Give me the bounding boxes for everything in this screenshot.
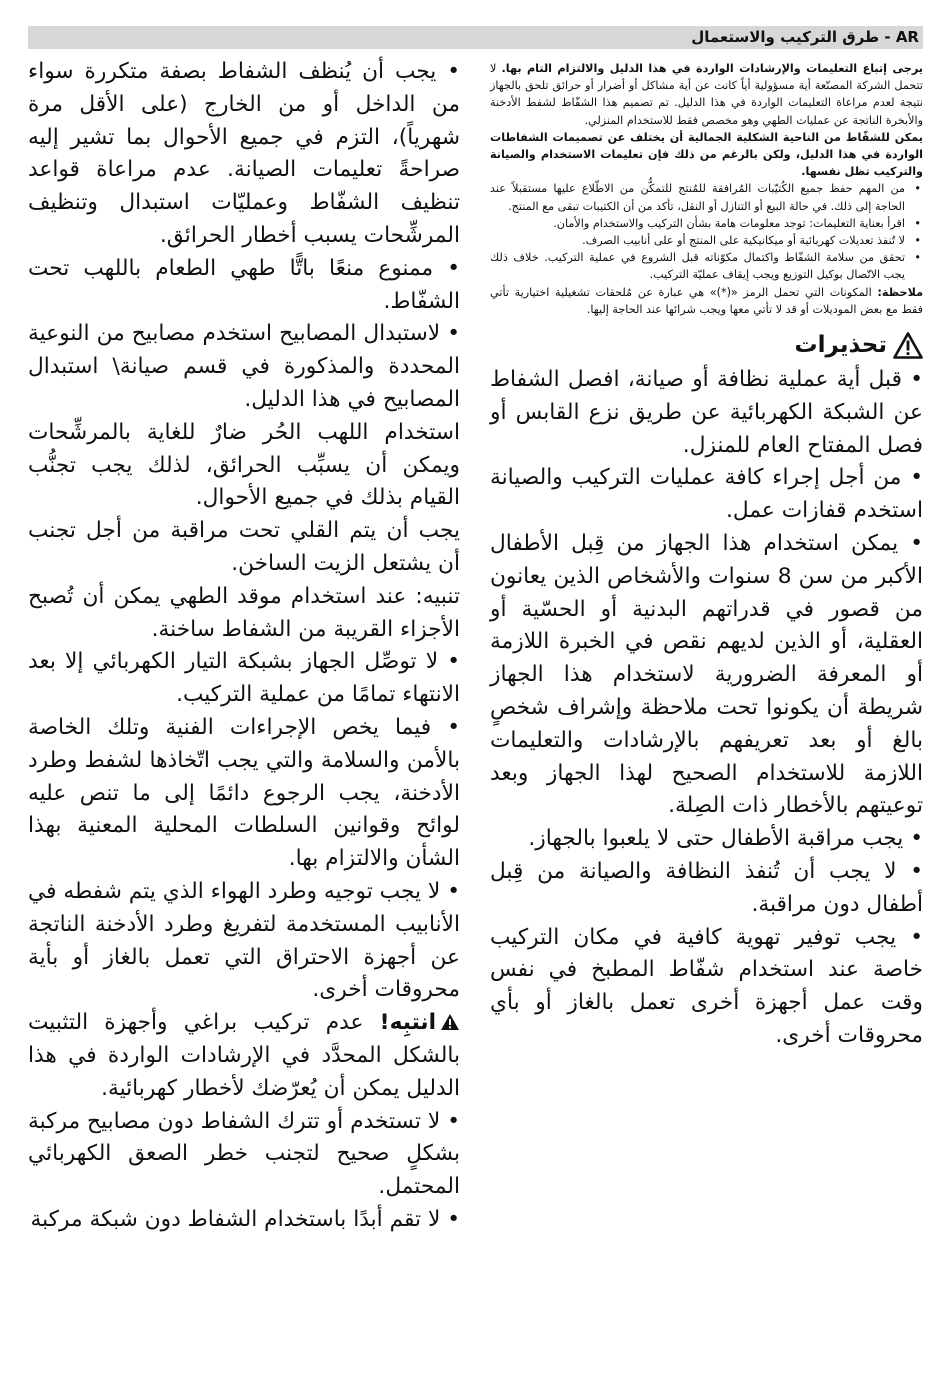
warning-triangle-icon — [893, 332, 923, 359]
warning-item: تنبيه: عند استخدام موقد الطهي يمكن أن تُصبح الأجزاء القريبة من الشفاط ساخنة. — [28, 583, 460, 642]
warning-item: • لا تستخدم أو تترك الشفاط دون مصابيح مركبة بشكلٍ صحيح لتجنب خطر الصعق الكهربائي المحتمل. — [28, 1108, 460, 1200]
warnings-title: تحذيرات — [794, 332, 887, 359]
warning-item: • يجب توفير تهوية كافية في مكان التركيب خاصة عند استخدام شفّاط المطبخ في نفس وقت عمل أجهزة أخرى تعمل بالغاز أو بأي محروقات أخرى. — [490, 924, 923, 1048]
attention-paragraph — [28, 1007, 460, 1105]
intro-bullet-list — [490, 180, 923, 283]
warning-item: • يمكن استخدام هذا الجهاز من قِبل الأطفال الأكبر من سن 8 سنوات والأشخاص الذين يعانون من قصور في قدراتهم البدنية أو الحسّية أو العقلية، أو الذين لديهم نقص في الخبرة اللازمة أو المعرفة الضرورية لاستخدام هذا الجهاز شريطة أن يكونوا تحت ملاحظة وإشراف شخصٍ بالغ أو بعد تعريفهم بالإرشادات والتعليمات اللازمة للاستخدام الصحيح لهذا الجهاز وبعد توعيتهم بالأخطار ذات الصِلة. — [490, 531, 924, 819]
warning-triangle-icon — [440, 1013, 460, 1031]
intro-bullet: • من المهم حفظ جميع الكُتيّبات المُرافقة للمُنتج للتمكُّن من الاطّلاع عليها مستقبلاً عند الحاجة إلى ذلك. في حالة البيع أو التنازل أو النقل، تأكد من أن الكتيبات تبقى مع المنتج. — [490, 180, 905, 214]
attention-label: انتبِه! — [379, 1010, 436, 1036]
attention-text: عدم تركيب براغي وأجهزة التثبيت بالشكل المحدَّد في الإرشادات الواردة في هذا الدليل يمكن أن يُعرّضك لأخطار كهربائية. — [28, 1010, 460, 1101]
warning-item: • فيما يخص الإجراءات الفنية وتلك الخاصة بالأمن والسلامة والتي يجب اتّخاذها لشفط وطرد الأدخنة، يجب الرجوع دائمًا إلى ما تنص عليه لوائح وقوانين السلطات المحلية المعنية بهذا الشأن والالتزام بها. — [28, 714, 460, 872]
intro-bullet: • لا تُنفذ تعديلات كهربائية أو ميكانيكية على المنتج أو على أنابيب الصرف. — [490, 232, 905, 249]
warning-item: • لا تقم أبدًا باستخدام الشفاط دون شبكة مركبة — [30, 1206, 460, 1232]
intro-paragraph-1 — [490, 60, 923, 129]
note-text: المكونات التي تحمل الرمز «(*)» هي عبارة عن مُلحقات تشغيلية اختيارية تأتي فقط مع بعض الموديلات أو قد لا تأتي معها ويجب شرائها عند الحاجة إليها. — [490, 285, 923, 316]
header-bar — [28, 26, 923, 49]
note-paragraph — [490, 284, 923, 318]
intro-bullet: • تحقق من سلامة الشفّاط واكتمال مكوّناته قبل الشروع في عملية التركيب. خلاف ذلك يجب الاتّصال بوكيل التوزيع ويجب إيقاف عمليّة التركيب. — [490, 249, 905, 283]
warning-item: • لا يجب توجيه وطرد الهواء الذي يتم شفطه في الأنابيب المستخدمة لتفريغ وطرد الأدخنة الناتجة عن أجهزة الاحتراق التي تعمل بالغاز أو بأية محروقات أخرى. — [28, 878, 460, 1003]
warning-item: • قبل أية عملية نظافة أو صيانة، افصل الشفاط عن الشبكة الكهربائية عن طريق نزع القابس أو فصل المفتاح العام للمنزل. — [490, 367, 923, 458]
page-header-title: AR - طرق التركيب والاستعمال — [691, 28, 919, 46]
note-label: ملاحظة: — [877, 285, 923, 299]
warning-item: • من أجل إجراء كافة عمليات التركيب والصيانة استخدم قفازات عمل. — [490, 465, 923, 524]
intro-bullet: • اقرأ بعناية التعليمات: توجد معلومات هامة بشأن التركيب والاستخدام والأمان. — [490, 215, 905, 232]
warnings-heading — [490, 330, 923, 360]
warning-item: استخدام اللهب الحُر ضارٌ للغاية بالمرشِّحات ويمكن أن يسبِّب الحرائق، لذلك يجب تجنُّب القيام بذلك في جميع الأحوال. — [28, 419, 460, 511]
warning-item: • ممنوع منعًا باتًّا طهي الطعام باللهب تحت الشفّاط. — [28, 255, 460, 314]
warning-item: • يجب أن يُنظف الشفاط بصفة متكررة سواء من الداخل أو من الخارج (على الأقل مرة شهرياً)، التزم في جميع الأحوال بما تشير إليه صراحةً تعليمات الصيانة. عدم مراعاة قواعد تنظيف الشفّاط وعمليّات استبدال وتنظيف المرشِّحات يسبب أخطار الحرائق. — [28, 59, 460, 248]
intro-paragraph-2 — [490, 129, 923, 181]
left-column — [28, 56, 460, 1237]
warning-item: • لا يجب أن تُنفذ النظافة والصيانة من قِبل أطفال دون مراقبة. — [490, 859, 923, 917]
right-column — [490, 60, 923, 1053]
warning-item: يجب أن يتم القلي تحت مراقبة من أجل تجنب أن يشتعل الزيت الساخن. — [28, 518, 460, 576]
warning-item: • يجب مراقبة الأطفال حتى لا يلعبوا بالجهاز. — [528, 826, 923, 852]
warning-item: • لاستبدال المصابيح استخدم مصابيح من النوعية المحددة والمذكورة في قسم صيانة\ استبدال المصابيح في هذا الدليل. — [28, 321, 460, 412]
warning-item: • لا توصِّل الجهاز بشبكة التيار الكهربائي إلا بعد الانتهاء تمامًا من عملية التركيب. — [28, 649, 460, 708]
intro-p1-text: لا تتحمل الشركة المصنّعة أية مسؤولية أياً كانت عن أية مشاكل أو أضرار أو حرائق تلحق بالجهاز نتيجة لعدم مراعاة التعليمات الواردة في هذا الدليل. تم تصميم هذا الشفّاط لشفط الأدخنة والأبخرة الناتجة عن عمليات الطهي وهو مخصص فقط للاستخدام المنزلي. — [490, 62, 923, 127]
intro-p2-bold: يمكن للشفّاط من الناحية الشكلية الجمالية أن يختلف عن تصميمات الشفاطات الواردة في هذا الدليل، ولكن بالرغم من ذلك فإن تعليمات الاستخدام والصيانة والتركيب تظل نفسها. — [490, 130, 923, 179]
intro-p1-bold: يرجى إتباع التعليمات والإرشادات الواردة في هذا الدليل والالتزام التام بها. — [501, 62, 923, 75]
